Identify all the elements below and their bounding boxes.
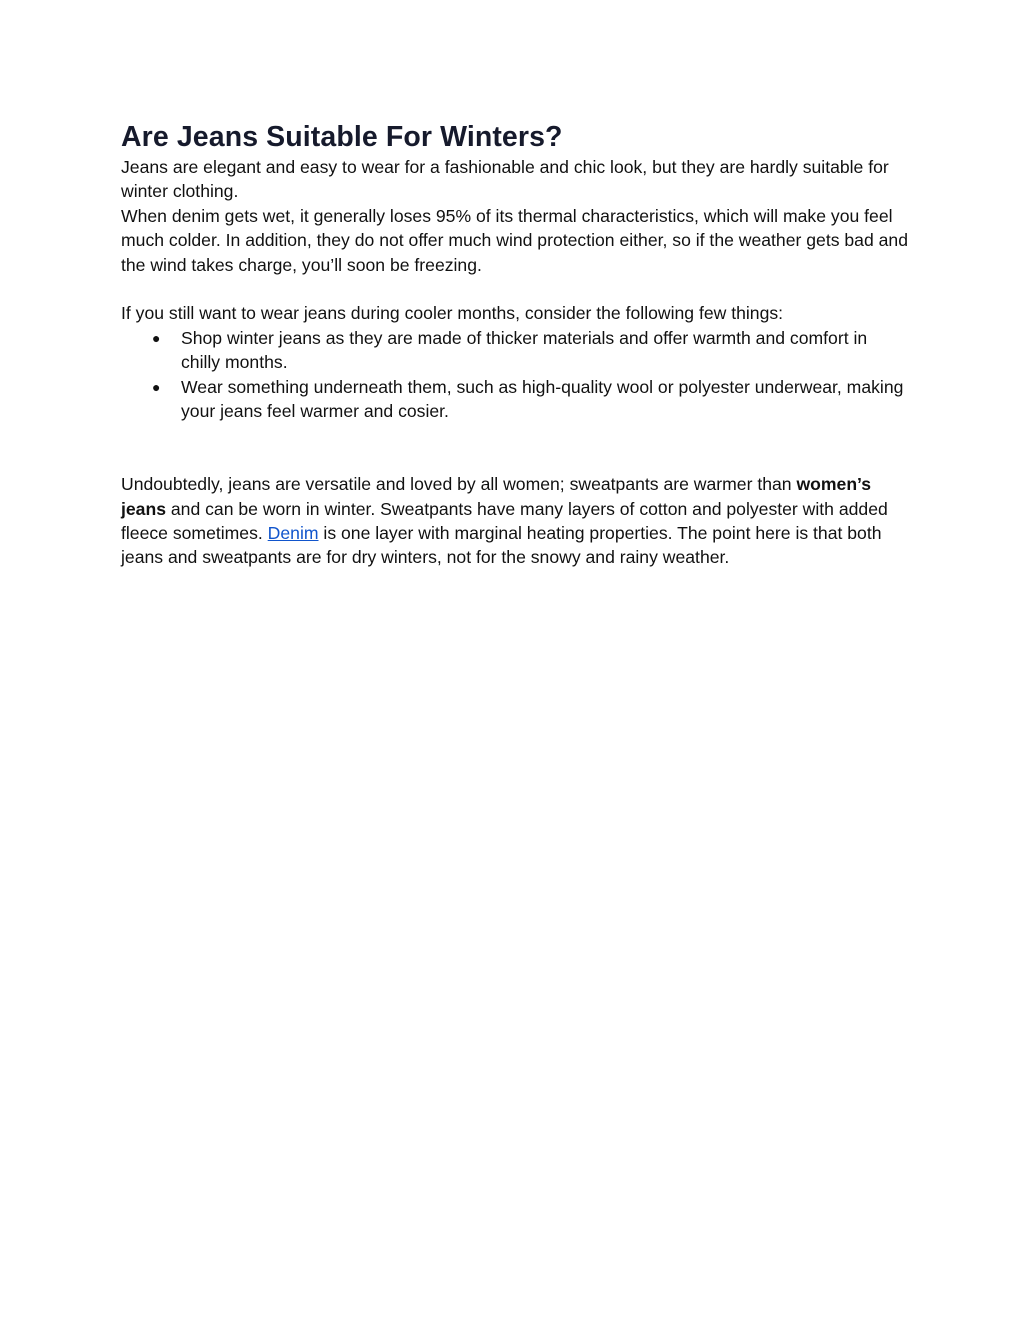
page-title: Are Jeans Suitable For Winters? <box>121 121 563 153</box>
denim-link[interactable]: Denim <box>267 523 319 544</box>
document-page <box>121 119 911 570</box>
closing-text-2: and can be worn in winter. Sweatpants have many layers of cotton and polyester with added fleece sometimes. <box>121 498 888 544</box>
bold-phrase: women’s jeans <box>121 474 872 519</box>
intro-paragraph-1: Jeans are elegant and easy to wear for a fashionable and chic look, but they are hardly suitable for winter clothing. <box>121 157 889 202</box>
bullet-icon: ● <box>152 329 161 346</box>
tips-list <box>121 326 911 424</box>
closing-paragraph <box>121 472 911 570</box>
closing-text-1: Undoubtedly, jeans are versatile and loved by all women; sweatpants are warmer than <box>121 474 797 495</box>
intro-paragraph-2: When denim gets wet, it generally loses 95% of its thermal characteristics, which will make you feel much colder. In addition, they do not offer much wind protection either, so if the weather gets bad and the wind takes charge, you’ll soon be freezing. <box>121 205 908 275</box>
list-intro: If you still want to wear jeans during cooler months, consider the following few things: <box>121 303 784 324</box>
closing-text-3: is one layer with marginal heating properties. The point here is that both jeans and sweatpants are for dry winters, not for the snowy and rainy weather. <box>121 523 882 568</box>
list-item-text: Wear something underneath them, such as high-quality wool or polyester underwear, making your jeans feel warmer and cosier. <box>181 376 904 422</box>
blank-line <box>121 277 911 301</box>
list-item-text: Shop winter jeans as they are made of thicker materials and offer warmth and comfort in chilly months. <box>181 327 868 373</box>
bullet-icon: ● <box>152 378 161 395</box>
list-item <box>121 375 911 424</box>
blank-lines <box>121 423 911 472</box>
list-item <box>121 326 911 375</box>
